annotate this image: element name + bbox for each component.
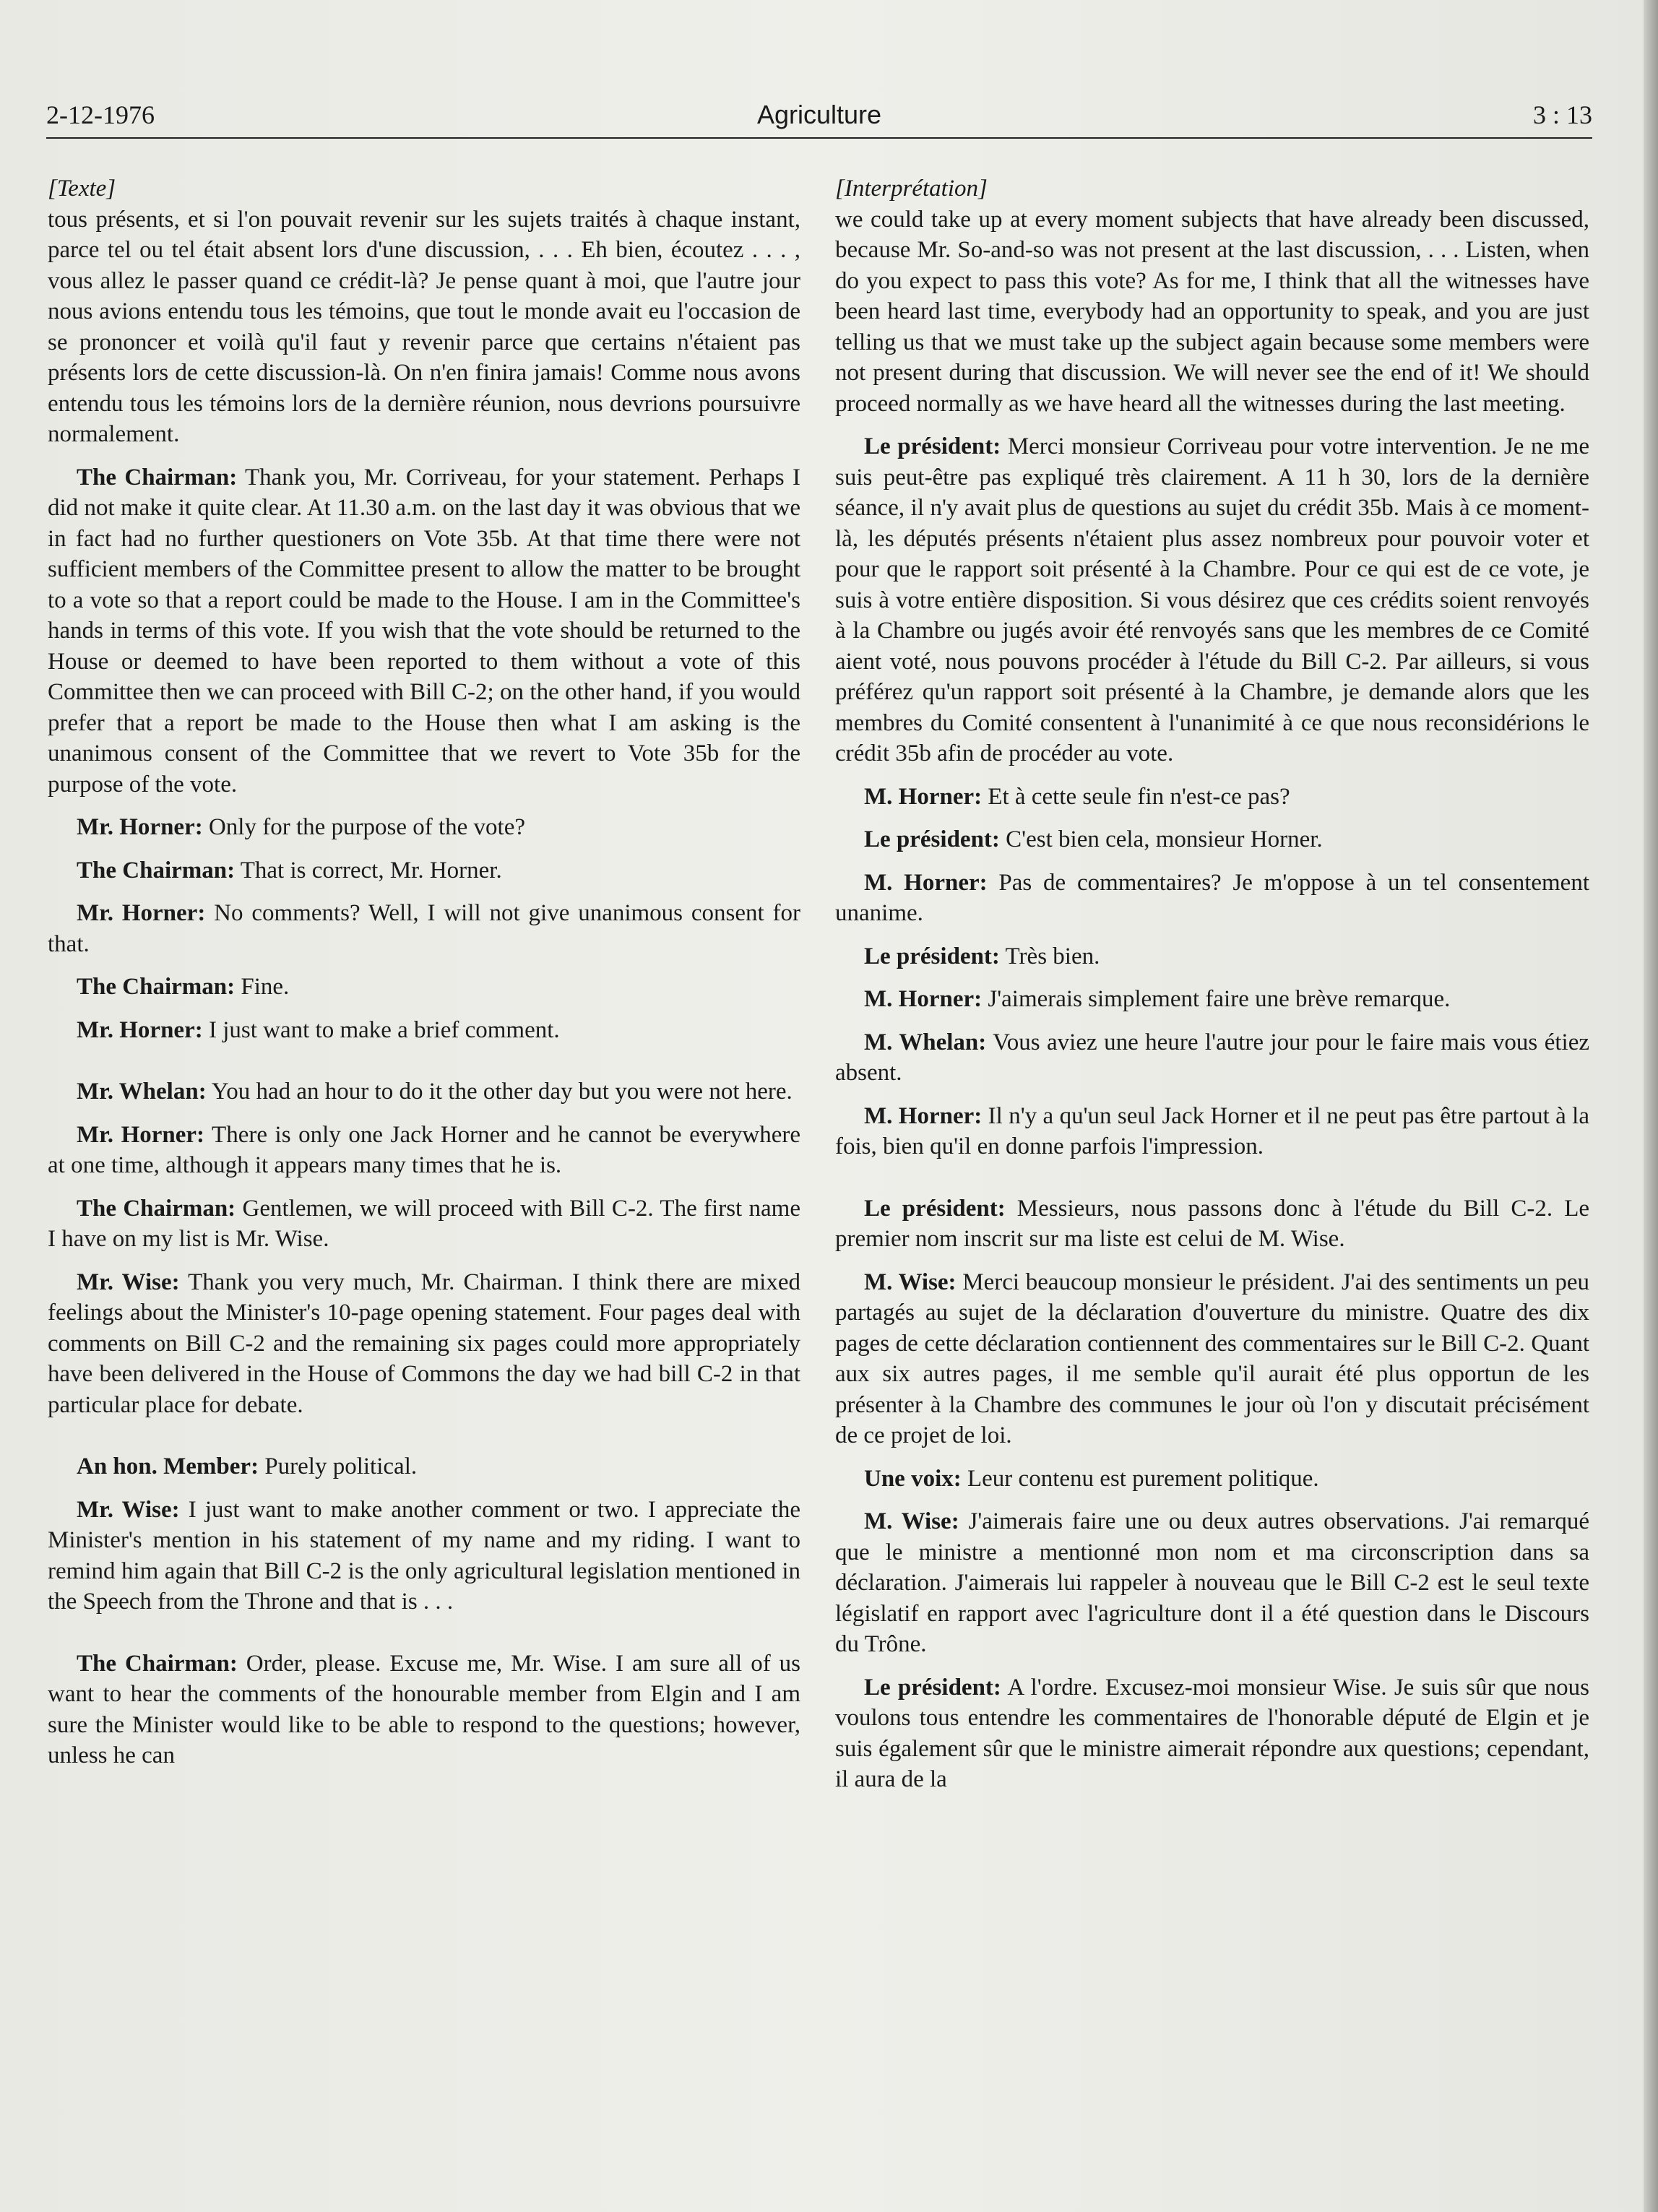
speaker-name: M. Wise: xyxy=(864,1269,957,1295)
paragraph: we could take up at every moment subjects that have already been discussed, because Mr. So-and-so was not present at the last discussion, . . . Listen, when do you expect to pass this vote? As for me, I think that all the witnesses have been heard last time, everybody had an opportunity to speak, and you are just telling us that we must take up the subject again because some members were not present during that discussion. We will never see the end of it! We should proceed normally as we have heard all the witnesses during the last meeting. xyxy=(835,206,1589,417)
speaker-name: The Chairman: xyxy=(77,464,238,491)
paragraph xyxy=(48,1649,800,1771)
paragraph xyxy=(48,855,800,886)
speech-text: Purely political. xyxy=(259,1453,418,1479)
speaker-name: Une voix: xyxy=(864,1465,962,1492)
speech-text: Et à cette seule fin n'est-ce pas? xyxy=(982,783,1290,810)
paragraph xyxy=(835,1464,1589,1495)
paragraph xyxy=(835,1193,1589,1255)
paragraph xyxy=(48,462,800,800)
speaker-name: Mr. Wise: xyxy=(77,1269,180,1295)
speech-text: J'aimerais simplement faire une brève remarque. xyxy=(982,986,1451,1012)
paragraph xyxy=(835,941,1589,972)
speech-text: Merci beaucoup monsieur le président. J'ai des sentiments un peu partagés au sujet de la déclaration d'ouverture du ministre. Quatre des dix pages de cette déclaration contiennent des commentaires sur le Bill C-2. Quant aux six autres pages, il me semble qu'il aurait été plus opportun de les présenter à la Chambre des communes le jour où l'on y discutait précisément de ce projet de loi. xyxy=(835,1269,1589,1448)
column-label: [Texte] xyxy=(48,176,116,202)
speaker-name: Le président: xyxy=(864,826,1000,852)
speech-text: There is only one Jack Horner and he cannot be everywhere at one time, although it appears many times that he is. xyxy=(48,1121,800,1178)
header-page-number: 3 : 13 xyxy=(1532,100,1592,129)
page-binding-edge xyxy=(1644,0,1658,2212)
speaker-name: Mr. Horner: xyxy=(77,1016,203,1043)
paragraph: tous présents, et si l'on pouvait revenir sur les sujets traités à chaque instant, parce tel ou tel était absent lors d'une discussion, . . . Eh bien, écoutez . . . , vous allez le passer quand ce crédit-là? Je pense quant à moi, que l'autre jour nous avions entendu tous les témoins, que tout le monde avait eu l'occasion de se prononcer et voilà qu'il faut y revenir parce que certains n'étaient pas présents lors de cette discussion-là. On n'en finira jamais! Comme nous avons entendu tous les témoins lors de la dernière réunion, nous devrions poursuivre normalement. xyxy=(48,206,800,447)
speaker-name: Mr. Wise: xyxy=(77,1496,180,1523)
paragraph xyxy=(48,1076,800,1107)
paragraph xyxy=(48,1495,800,1617)
paragraph xyxy=(835,984,1589,1015)
speech-text: Messieurs, nous passons donc à l'étude du Bill C-2. Le premier nom inscrit sur ma liste est celui de M. Wise. xyxy=(835,1195,1590,1252)
header-date: 2-12-1976 xyxy=(46,100,155,129)
header-title: Agriculture xyxy=(756,100,882,129)
speech-text: Thank you very much, Mr. Chairman. I think there are mixed feelings about the Minister's 10-page opening statement. Four pages deal with comments on Bill C-2 and the remaining six pages could more appropriately have been delivered in the House of Commons the day we had bill C-2 in that particular place for debate. xyxy=(48,1269,800,1418)
spacer xyxy=(48,1058,800,1076)
speech-text: You had an hour to do it the other day but you were not here. xyxy=(206,1079,793,1105)
paragraph xyxy=(48,812,800,843)
spacer xyxy=(48,1630,800,1649)
speech-text: No comments? Well, I will not give unanimous consent for that. xyxy=(48,900,801,957)
running-header xyxy=(46,97,1592,139)
speech-text: Fine. xyxy=(235,974,290,1000)
speech-text: A l'ordre. Excusez-moi monsieur Wise. Je suis sûr que nous voulons tous entendre les commentaires de l'honorable député de Elgin et je suis également sûr que le ministre aimerait répondre aux questions; cependant, il aura de la xyxy=(835,1674,1589,1792)
speech-text: I just want to make another comment or two. I appreciate the Minister's mention in his statement of my name and my riding. I want to remind him again that Bill C-2 is the only agricultural legislation mentioned in the Speech from the Throne and that is . . . xyxy=(48,1496,800,1615)
paragraph xyxy=(48,1451,800,1482)
right-column-french xyxy=(835,173,1589,1807)
speaker-name: M. Wise: xyxy=(864,1508,959,1534)
speech-text: I just want to make a brief comment. xyxy=(202,1016,560,1043)
speaker-name: Le président: xyxy=(864,1674,1001,1701)
paragraph xyxy=(48,972,800,1003)
speech-text: Only for the purpose of the vote? xyxy=(202,814,526,840)
speaker-name: Mr. Whelan: xyxy=(77,1079,207,1105)
speaker-name: M. Whelan: xyxy=(864,1029,987,1055)
speech-text: Très bien. xyxy=(999,943,1100,969)
speaker-name: The Chairman: xyxy=(77,1195,236,1222)
speaker-name: M. Horner: xyxy=(864,986,983,1012)
paragraph xyxy=(48,1267,800,1421)
paragraph xyxy=(835,1027,1589,1089)
speech-text: Thank you, Mr. Corriveau, for your statement. Perhaps I did not make it quite clear. At 11.30 a.m. on the last day it was obvious that we in fact had no further questioners on Vote 35b. At that time there were not sufficient members of the Committee present to allow the matter to be brought to a vote so that a report could be made to the House. I am in the Committee's hands in terms of this vote. If you wish that the vote should be returned to the House or deemed to have been reported to them without a vote of this Committee then we can proceed with Bill C-2; on the other hand, if you would prefer that a report be made to the House then what I am asking is the unanimous consent of the Committee that we revert to Vote 35b for the purpose of the vote. xyxy=(48,464,800,798)
speaker-name: Le président: xyxy=(864,1195,1006,1222)
left-column-english xyxy=(48,173,800,1784)
paragraph xyxy=(48,1193,800,1255)
speaker-name: Le président: xyxy=(864,943,1000,969)
speaker-name: Mr. Horner: xyxy=(77,900,206,926)
paragraph xyxy=(835,824,1589,855)
paragraph xyxy=(48,1015,800,1046)
paragraph xyxy=(835,431,1589,769)
speaker-name: M. Horner: xyxy=(864,1102,983,1129)
paragraph xyxy=(48,898,800,959)
speech-text: Gentlemen, we will proceed with Bill C-2. The first name I have on my list is Mr. Wise. xyxy=(48,1195,800,1252)
speech-text: Pas de commentaires? Je m'oppose à un tel consentement unanime. xyxy=(835,869,1589,926)
speech-text: That is correct, Mr. Horner. xyxy=(235,857,502,883)
speaker-name: M. Horner: xyxy=(864,869,988,896)
speech-text: Order, please. Excuse me, Mr. Wise. I am sure all of us want to hear the comments of the honourable member from Elgin and I am sure the Minister would like to be able to respond to the questions; however, unless he can xyxy=(48,1650,800,1768)
spacer xyxy=(835,1175,1589,1193)
paragraph xyxy=(835,782,1589,813)
speech-text: Vous aviez une heure l'autre jour pour le faire mais vous étiez absent. xyxy=(835,1029,1590,1086)
speaker-name: An hon. Member: xyxy=(77,1453,259,1479)
speech-text: C'est bien cela, monsieur Horner. xyxy=(999,826,1323,852)
paragraph xyxy=(835,868,1589,929)
speaker-name: Mr. Horner: xyxy=(77,814,203,840)
paragraph xyxy=(835,1267,1589,1451)
column-label: [Interprétation] xyxy=(835,176,988,202)
speech-text: Il n'y a qu'un seul Jack Horner et il ne peut pas être partout à la fois, bien qu'il en donne parfois l'impression. xyxy=(835,1102,1589,1159)
speech-text: Leur contenu est purement politique. xyxy=(961,1465,1319,1492)
spacer xyxy=(48,1433,800,1451)
speaker-name: The Chairman: xyxy=(77,857,236,883)
paragraph xyxy=(835,1101,1589,1162)
paragraph xyxy=(48,1120,800,1181)
speaker-name: The Chairman: xyxy=(77,974,236,1000)
paragraph xyxy=(835,1506,1589,1660)
speaker-name: The Chairman: xyxy=(77,1650,238,1677)
speaker-name: M. Horner: xyxy=(864,783,983,810)
speech-text: Merci monsieur Corriveau pour votre intervention. Je ne me suis peut-être pas expliqué très clairement. A 11 h 30, lors de la dernière séance, il n'y avait plus de questions au sujet du crédit 35b. Mais à ce moment-là, les députés présents n'étaient plus assez nombreux pour pouvoir voter et pour que le rapport soit présenté à la Chambre. Pour ce qui est de ce vote, je suis à votre entière disposition. Si vous désirez que ces crédits soient renvoyés à la Chambre ou jugés avoir été renvoyés sans que les membres de ce Comité aient voté, nous pouvons procéder à l'étude du Bill C-2. Par ailleurs, si vous préférez qu'un rapport soit présenté à la Chambre, je demande alors que les membres du Comité consentent à l'unanimité à ce que nous reconsidérions le crédit 35b afin de procéder au vote. xyxy=(835,433,1589,766)
speaker-name: Mr. Horner: xyxy=(77,1121,205,1148)
paragraph xyxy=(835,1672,1589,1795)
speaker-name: Le président: xyxy=(864,433,1001,459)
speech-text: J'aimerais faire une ou deux autres observations. J'ai remarqué que le ministre a mentionné mon nom et ma circonscription dans sa déclaration. J'aimerais lui rappeler à nouveau que le Bill C-2 est le seul texte législatif en rapport avec l'agriculture dont il a été question dans le Discours du Trône. xyxy=(835,1508,1589,1657)
